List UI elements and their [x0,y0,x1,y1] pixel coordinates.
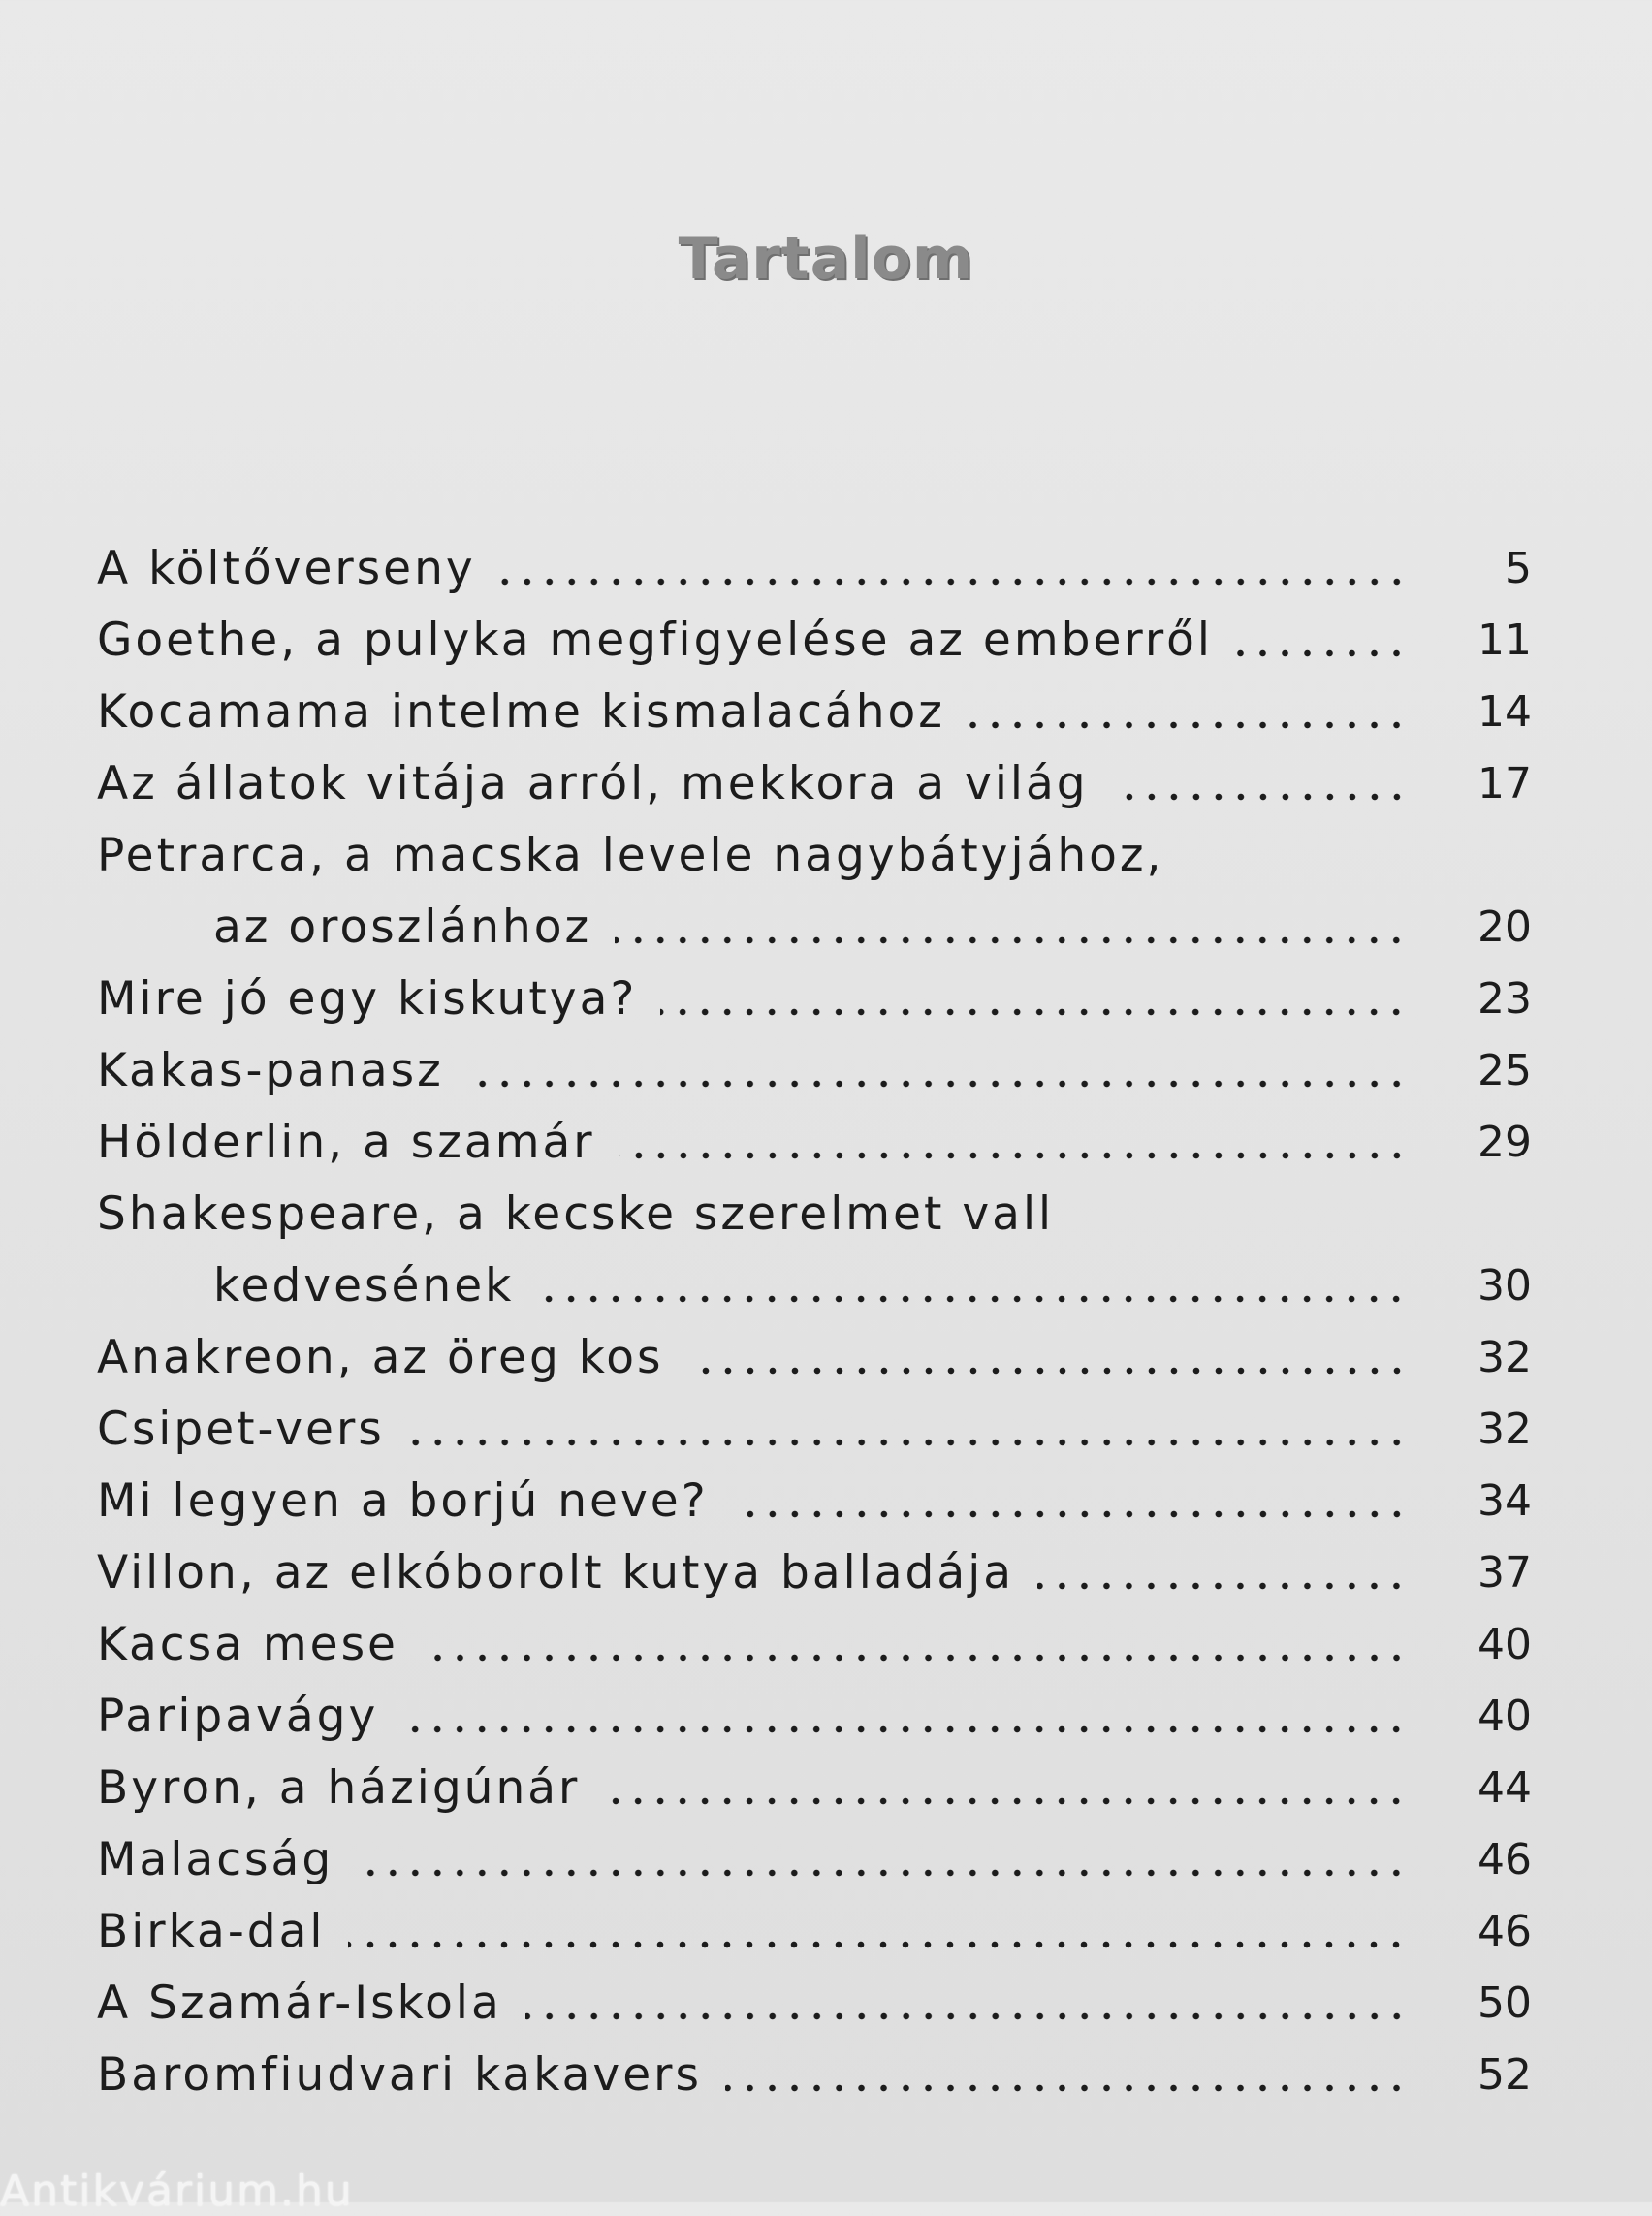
dot-leader [348,1941,1408,1948]
toc-entry-page: 32 [1477,1333,1532,1382]
dot-leader [401,1725,1408,1733]
toc-entry-page: 37 [1477,1548,1532,1598]
toc-entry [97,1609,1532,1681]
dot-leader [1112,793,1408,801]
toc-entry-title: Malacság [97,1833,334,1886]
dot-leader [357,1869,1408,1877]
dot-leader [619,1152,1408,1159]
dot-leader [660,1008,1408,1016]
table-of-contents [97,533,1532,2111]
toc-entry-page: 29 [1477,1118,1532,1167]
toc-entry [97,2040,1532,2111]
toc-entry [97,1466,1532,1537]
dot-leader [732,1510,1408,1518]
toc-entry [97,1394,1532,1466]
dot-leader [1236,649,1408,657]
dot-leader [467,1080,1408,1088]
toc-entry-title: A költőverseny [97,542,476,595]
toc-entry-page: 30 [1477,1261,1532,1311]
dot-leader [687,1367,1408,1375]
toc-entry [97,1968,1532,2040]
toc-entry [97,1035,1532,1107]
toc-entry [97,605,1532,677]
toc-entry [97,820,1532,892]
toc-entry-page: 50 [1477,1979,1532,2028]
toc-entry [97,1322,1532,1394]
toc-entry-page: 17 [1477,759,1532,808]
page-title: Tartalom [678,225,974,293]
toc-entry-page: 46 [1477,1835,1532,1884]
toc-entry [97,1681,1532,1753]
toc-entry-title: Baromfiudvari kakavers [97,2048,702,2102]
toc-entry-page: 5 [1505,544,1532,593]
toc-entry-title: Villon, az elkóborolt kutya balladája [97,1546,1015,1599]
dot-leader [408,1439,1408,1446]
toc-entry [97,677,1532,748]
toc-entry-title: Paripavágy [97,1690,379,1743]
toc-entry [97,748,1532,820]
dot-leader [969,721,1408,729]
dot-leader [725,2084,1408,2092]
watermark-text: Antikvárium.hu [0,2167,354,2216]
toc-entry [97,892,1532,964]
dot-leader [1037,1582,1408,1590]
toc-entry [97,1753,1532,1824]
toc-entry-page: 11 [1477,616,1532,665]
toc-entry-title: Goethe, a pulyka megfigyelése az emberről [97,614,1213,667]
toc-entry-title: Petrarca, a macska levele nagybátyjához, [97,829,1164,882]
toc-entry [97,1896,1532,1968]
toc-entry [97,1107,1532,1179]
toc-entry-title: Anakreon, az öreg kos [97,1331,664,1384]
dot-leader [603,1797,1408,1805]
toc-entry [97,964,1532,1035]
dot-leader [537,1295,1408,1303]
toc-entry [97,1824,1532,1896]
toc-entry-page: 20 [1477,902,1532,952]
dot-leader [525,2012,1408,2020]
toc-entry-title: Mire jó egy kiskutya? [97,972,638,1026]
toc-entry [97,1250,1532,1322]
toc-entry-page: 23 [1477,974,1532,1024]
toc-entry-page: 34 [1477,1476,1532,1526]
toc-entry-page: 44 [1477,1763,1532,1813]
toc-entry-page: 25 [1477,1046,1532,1095]
toc-entry-title: Kacsa mese [97,1618,398,1671]
toc-entry-title: Shakespeare, a kecske szerelmet vall [97,1187,1055,1241]
toc-entry [97,533,1532,605]
toc-entry-title: kedvesének [213,1259,515,1313]
dot-leader [422,1654,1408,1662]
toc-entry [97,1537,1532,1609]
toc-entry-page: 46 [1477,1907,1532,1956]
dot-leader [499,578,1408,586]
toc-entry-title: Kocamama intelme kismalacához [97,685,945,739]
toc-entry-page: 32 [1477,1405,1532,1454]
toc-entry-page: 40 [1477,1620,1532,1669]
toc-entry-title: az oroszlánhoz [213,901,592,954]
toc-entry-page: 40 [1477,1692,1532,1741]
toc-entry-title: Az állatok vitája arról, mekkora a világ [97,757,1089,810]
toc-entry-title: Birka-dal [97,1905,326,1958]
toc-entry-title: Byron, a házigúnár [97,1761,581,1815]
toc-entry-title: A Szamár-Iskola [97,1977,502,2030]
toc-entry-title: Kakas-panasz [97,1044,444,1097]
toc-entry-page: 52 [1477,2050,1532,2100]
toc-entry-title: Hölderlin, a szamár [97,1116,595,1169]
toc-entry-title: Csipet-vers [97,1403,385,1456]
toc-entry-page: 14 [1477,687,1532,737]
toc-entry [97,1179,1532,1250]
dot-leader [615,936,1408,944]
toc-entry-title: Mi legyen a borjú neve? [97,1474,709,1528]
